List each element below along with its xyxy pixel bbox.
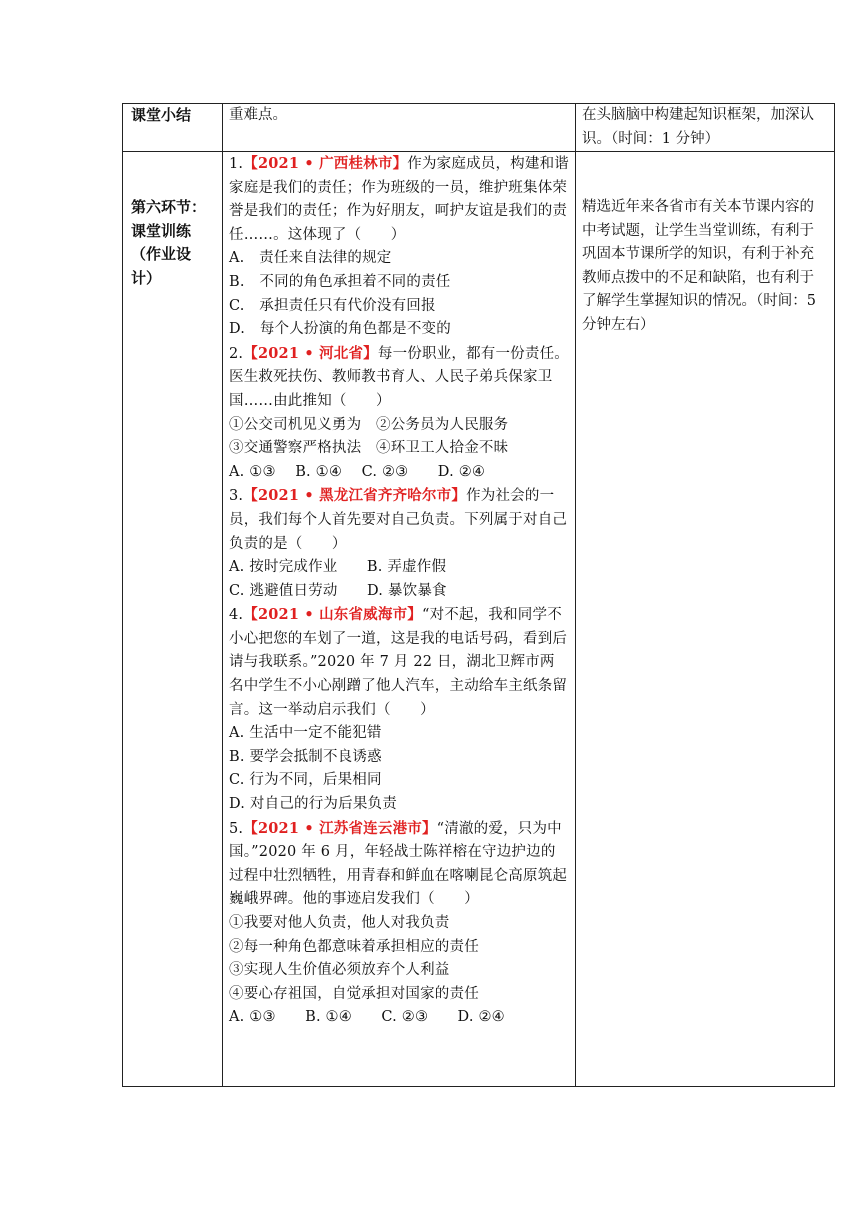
question-text: 每一份职业，都有一份责任。医生救死扶伤、教师教书育人、人民子弟兵保家卫国……由此推知（ ） [229,345,569,409]
question-option: ①公交司机见义勇为 ②公务员为人民服务 [229,416,509,433]
training-label [123,152,223,1087]
question-option: ④要心存祖国，自觉承担对国家的责任 [229,985,479,1002]
question-1 [229,152,569,342]
question-option: ③实现人生价值必须放弃个人利益 [229,962,450,979]
question-2 [229,342,569,485]
summary-design: 在头脑脑中构建起知识框架，加深认识。（时间：1 分钟） [576,104,835,152]
question-source: 【2021 • 江苏省连云港市】 [243,819,437,837]
question-text: “对不起，我和同学不小心把您的车划了一道，这是我的电话号码，看到后请与我联系。”2020 年 7 月 22 日，湖北卫辉市两名中学生不小心剐蹭了他人汽车，主动给车主纸条留言。这一举动启示我们（ ） [229,607,568,718]
question-option: B. 要学会抵制不良诱惑 [229,748,382,765]
training-label-line: 第六环节： [131,198,207,216]
question-number: 5. [229,820,244,837]
question-option: C. 承担责任只有代价没有回报 [229,297,436,314]
question-option: ①我要对他人负责，他人对我负责 [229,915,450,931]
question-option: ②每一种角色都意味着承担相应的责任 [229,938,479,955]
question-option: A. 生活中一定不能犯错 [229,725,382,742]
question-stem [229,817,569,912]
training-design: 精选近年来各省市有关本节课内容的中考试题，让学生当堂训练，有利于巩固本节课所学的知识，有利于补充教师点拨中的不足和缺陷，也有利于了解学生掌握知识的情况。（时间：5 分钟左右） [576,152,835,1087]
question-stem [229,484,569,556]
summary-content: 重难点。 [223,104,576,152]
question-4 [229,603,569,816]
question-option: A. ①③ B. ①④ C. ②③ D. ②④ [229,463,486,480]
question-option: B. 不同的角色承担着不同的责任 [229,273,451,290]
question-number: 3. [229,488,244,505]
question-source: 【2021 • 山东省威海市】 [243,606,422,624]
question-number: 4. [229,607,244,624]
question-number: 1. [229,156,244,172]
question-text: “清澈的爱，只为中国。”2020 年 6 月，年轻战士陈祥榕在守边护边的过程中壮烈牺牲，用青春和鲜血在喀喇昆仑高原筑起巍峨界碑。他的事迹启发我们（ ） [229,820,568,908]
question-option: C. 行为不同，后果相同 [229,772,382,789]
question-option: ③交通警察严格执法 ④环卫工人拾金不昧 [229,440,509,457]
question-number: 2. [229,345,244,362]
question-text: 作为家庭成员，构建和谐家庭是我们的责任；作为班级的一员，维护班集体荣誉是我们的责任；作为好朋友，呵护友谊是我们的责任……。这体现了（ ） [229,156,569,243]
question-text: 作为社会的一员，我们每个人首先要对自己负责。下列属于对自己负责的是（ ） [229,488,568,552]
question-list [223,152,576,1087]
question-option: D. 对自己的行为后果负责 [229,796,397,813]
question-option: A. ①③ B. ①④ C. ②③ D. ②④ [229,1009,505,1026]
question-option: A. 按时完成作业 B. 弄虚作假 [229,559,447,576]
question-stem [229,603,569,722]
summary-row [123,104,835,152]
question-3 [229,484,569,603]
question-stem [229,152,569,247]
question-option: A. 责任来自法律的规定 [229,250,392,267]
question-5 [229,817,569,1030]
summary-label: 课堂小结 [123,104,223,152]
training-label-line: （作业设 [131,245,192,263]
question-source: 【2021 • 广西桂林市】 [243,155,408,172]
question-source: 【2021 • 河北省】 [243,344,378,362]
training-row [123,152,835,1087]
question-stem [229,342,569,414]
question-source: 【2021 • 黑龙江省齐齐哈尔市】 [243,487,467,505]
training-label-line: 计） [131,268,162,287]
question-option: C. 逃避值日劳动 D. 暴饮暴食 [229,582,447,599]
question-option: D. 每个人扮演的角色都是不变的 [229,321,451,338]
training-label-line: 课堂训练 [131,221,192,240]
lesson-plan-table [122,103,835,1087]
